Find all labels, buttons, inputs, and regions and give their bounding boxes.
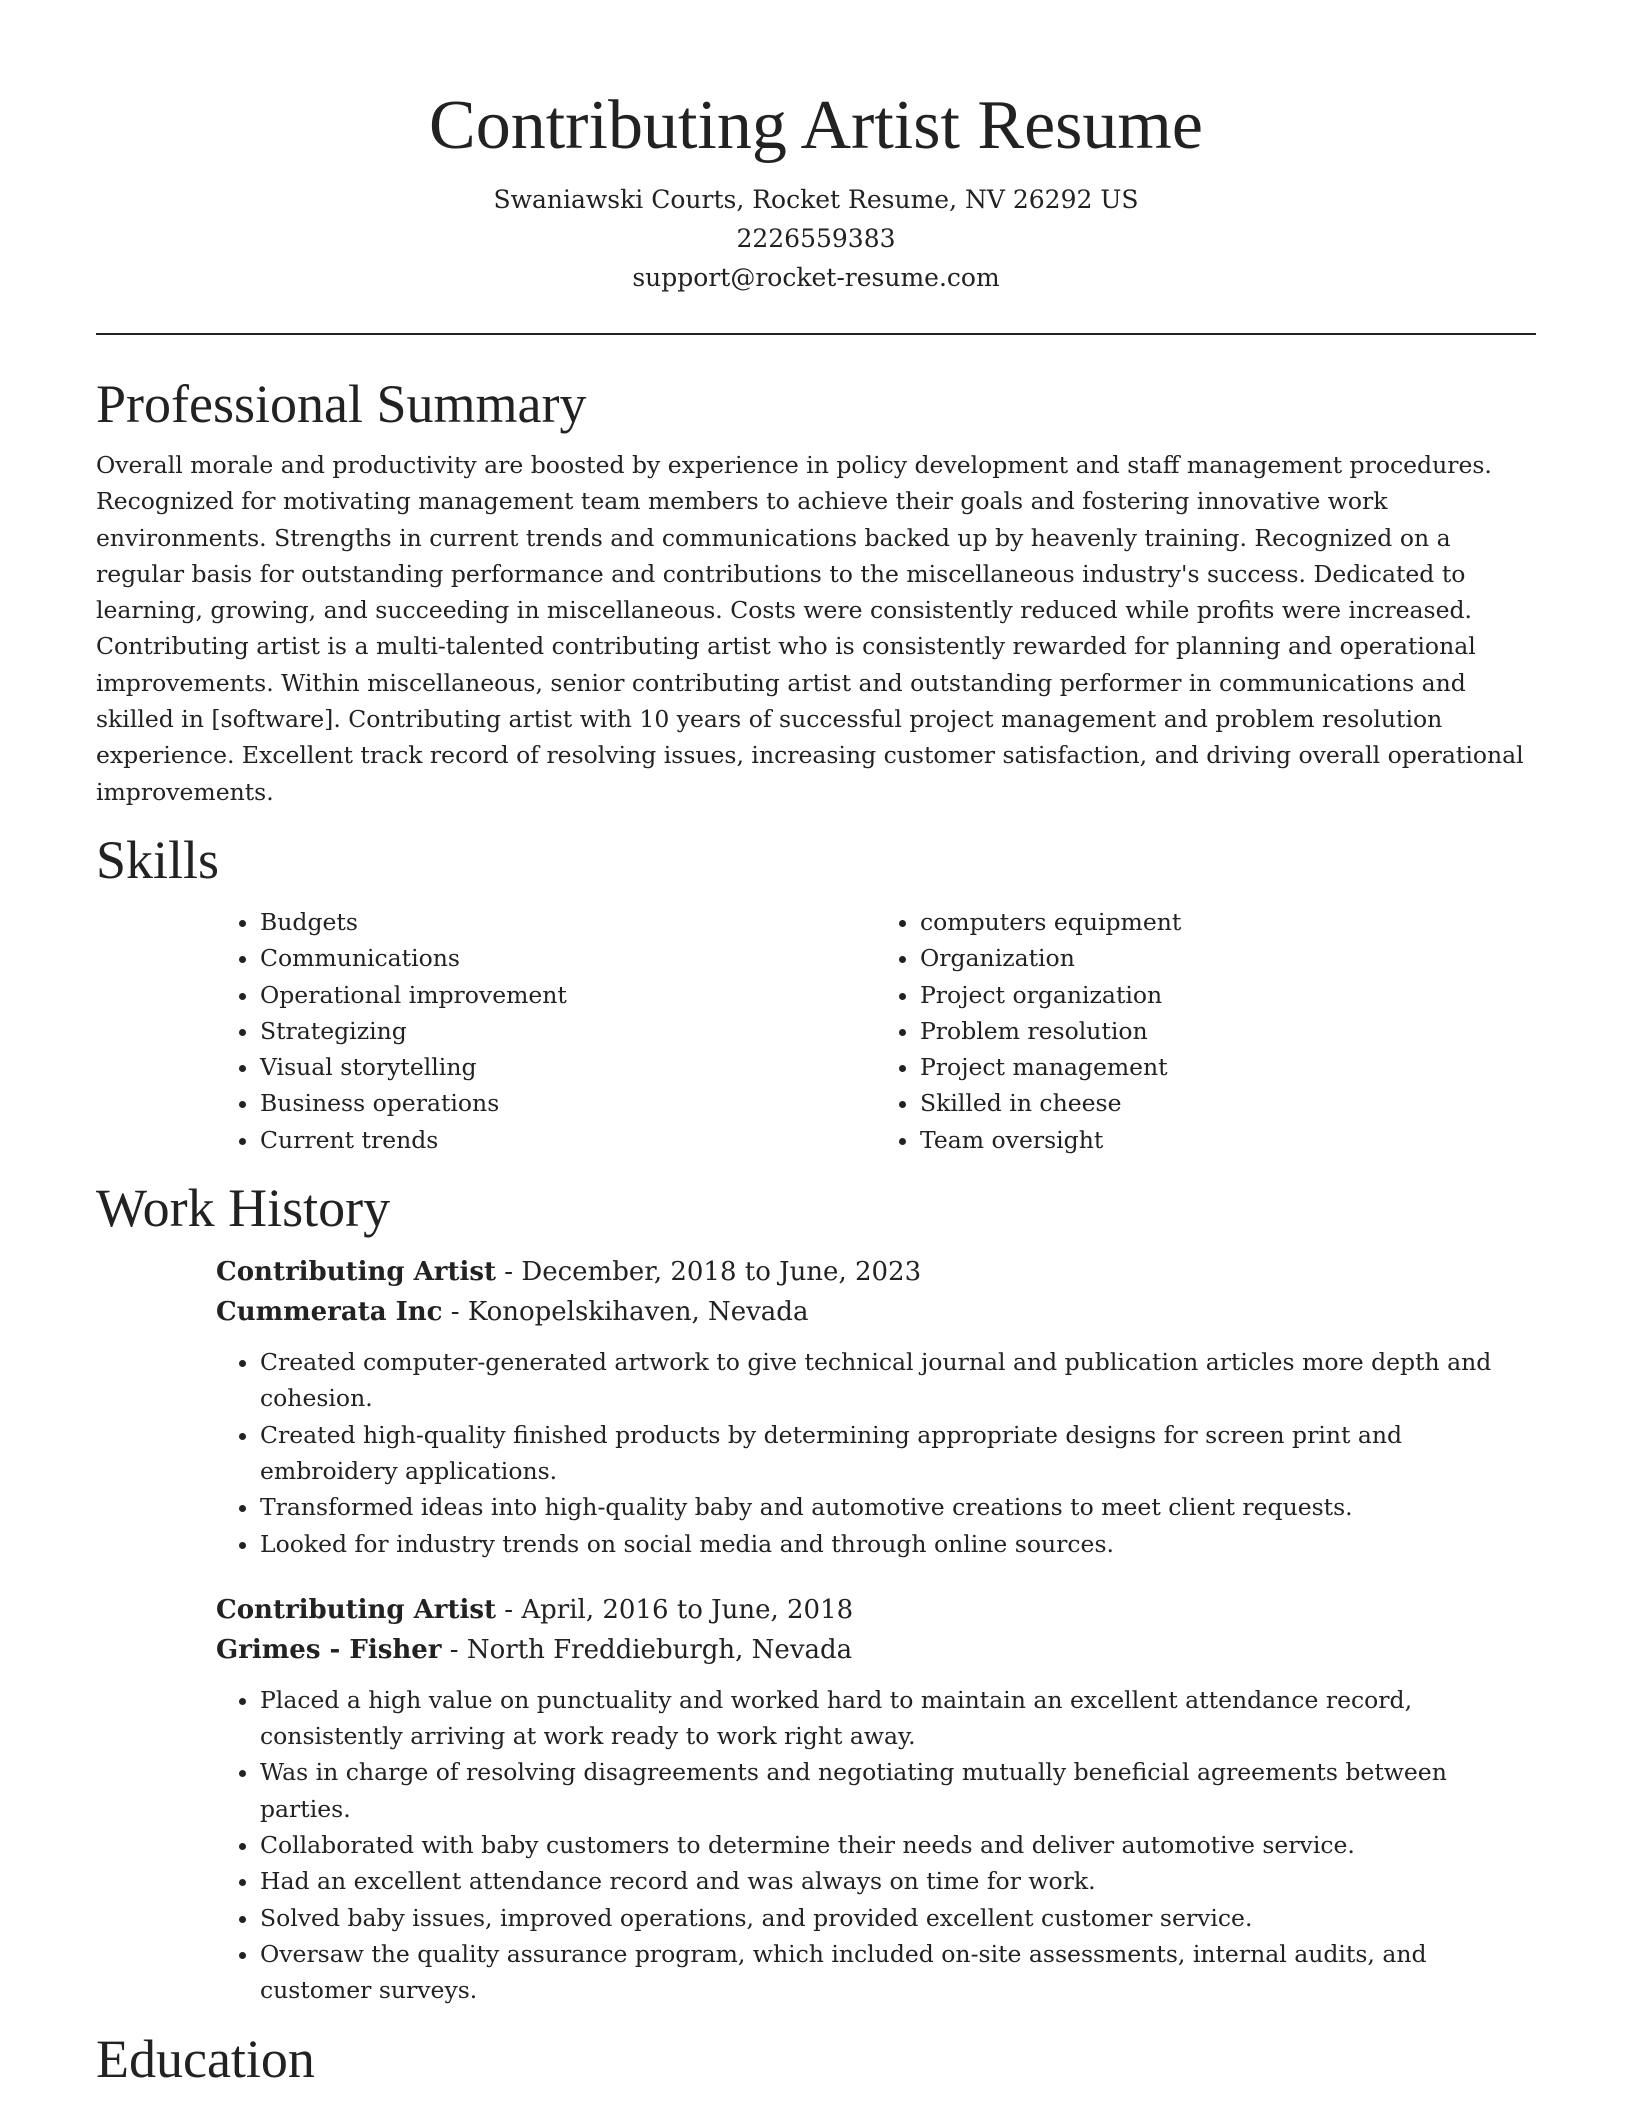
phone: 2226559383 [736, 224, 896, 253]
job-bullet: • Placed a high value on punctuality and worked hard to maintain an excellent attendance record, consistently arriving at work ready to work right away. [260, 1682, 1536, 1755]
job-title: Contributing Artist [216, 1594, 497, 1625]
job-bullet: • Created high-quality finished products by determining appropriate designs for screen print and embroidery applications. [260, 1417, 1536, 1490]
job-title: Contributing Artist [216, 1257, 497, 1288]
address: Swaniawski Courts, Rocket Resume, NV 26292 US [493, 185, 1139, 214]
skill-item: • Strategizing [260, 1013, 876, 1049]
work-heading: Work History [96, 1178, 391, 1239]
skill-item: • computers equipment [920, 904, 1536, 940]
summary-text: Overall morale and productivity are boosted by experience in policy development and staff management procedures. Recognized for motivating management team members to achieve their goals and fostering innovative work environments. Strengths in current trends and communications backed up by heavenly training. Recognized on a regular basis for outstanding performance and contributions to the miscellaneous industry's success. Dedicated to learning, growing, and succeeding in miscellaneous. Costs were consistently reduced while profits were increased. Contributing artist is a multi-talented contributing artist who is consistently rewarded for planning and operational improvements. Within miscellaneous, senior contributing artist and outstanding performer in communications and skilled in [software]. Contributing artist with 10 years of successful project management and problem resolution experience. Excellent track record of resolving issues, increasing customer satisfaction, and driving overall operational improvements. [96, 451, 1524, 806]
skill-item: • Visual storytelling [260, 1049, 876, 1085]
job-bullet: • Created computer-generated artwork to give technical journal and publication articles more depth and cohesion. [260, 1344, 1536, 1417]
email: support@rocket-resume.com [632, 263, 1000, 292]
job-dates: April, 2016 to June, 2018 [521, 1594, 854, 1625]
skill-item: • Current trends [260, 1122, 876, 1158]
job-dates: December, 2018 to June, 2023 [521, 1257, 922, 1288]
skills-list [216, 904, 1536, 1158]
separator: - [496, 1257, 522, 1288]
contact-block [96, 180, 1536, 297]
job-entry [216, 1590, 1536, 2009]
job-bullets [216, 1344, 1536, 1562]
skills-column-right [876, 904, 1536, 1158]
skill-item: • Business operations [260, 1085, 876, 1121]
skill-item: • Organization [920, 940, 1536, 976]
job-company: Cummerata Inc [216, 1297, 443, 1328]
separator: - [441, 1634, 467, 1665]
job-title-line [216, 1590, 1536, 1630]
job-bullets [216, 1682, 1536, 2009]
skill-item: • Skilled in cheese [920, 1085, 1536, 1121]
skills-column-left [216, 904, 876, 1158]
header-divider [96, 333, 1536, 335]
job-bullet: • Looked for industry trends on social media and through online sources. [260, 1526, 1536, 1562]
skill-item: • Operational improvement [260, 977, 876, 1013]
skill-item: • Team oversight [920, 1122, 1536, 1158]
skill-item: • Project management [920, 1049, 1536, 1085]
resume-header [96, 0, 1536, 297]
resume-page [96, 0, 1536, 2091]
job-location: Konopelskihaven, Nevada [467, 1297, 809, 1328]
job-bullet: • Transformed ideas into high-quality baby and automotive creations to meet client requests. [260, 1489, 1536, 1525]
separator: - [442, 1297, 468, 1328]
job-title-line [216, 1252, 1536, 1292]
resume-title: Contributing Artist Resume [429, 87, 1203, 164]
job-bullet: • Collaborated with baby customers to determine their needs and deliver automotive service. [260, 1827, 1536, 1863]
education-heading: Education [96, 2028, 315, 2089]
job-entry [216, 1252, 1536, 1562]
job-bullet: • Oversaw the quality assurance program, which included on-site assessments, internal audits, and customer surveys. [260, 1936, 1536, 2009]
job-bullet: • Had an excellent attendance record and was always on time for work. [260, 1863, 1536, 1899]
skills-heading: Skills [96, 829, 220, 890]
skill-item: • Communications [260, 940, 876, 976]
job-company-line [216, 1630, 1536, 1670]
skill-item: • Project organization [920, 977, 1536, 1013]
summary-heading: Professional Summary [96, 374, 587, 434]
skill-item: • Budgets [260, 904, 876, 940]
skill-item: • Problem resolution [920, 1013, 1536, 1049]
job-company-line [216, 1292, 1536, 1332]
job-bullet: • Solved baby issues, improved operations, and provided excellent customer service. [260, 1900, 1536, 1936]
separator: - [496, 1594, 522, 1625]
job-bullet: • Was in charge of resolving disagreements and negotiating mutually beneficial agreements between parties. [260, 1754, 1536, 1827]
job-location: North Freddieburgh, Nevada [466, 1634, 853, 1665]
job-company: Grimes - Fisher [216, 1634, 442, 1665]
